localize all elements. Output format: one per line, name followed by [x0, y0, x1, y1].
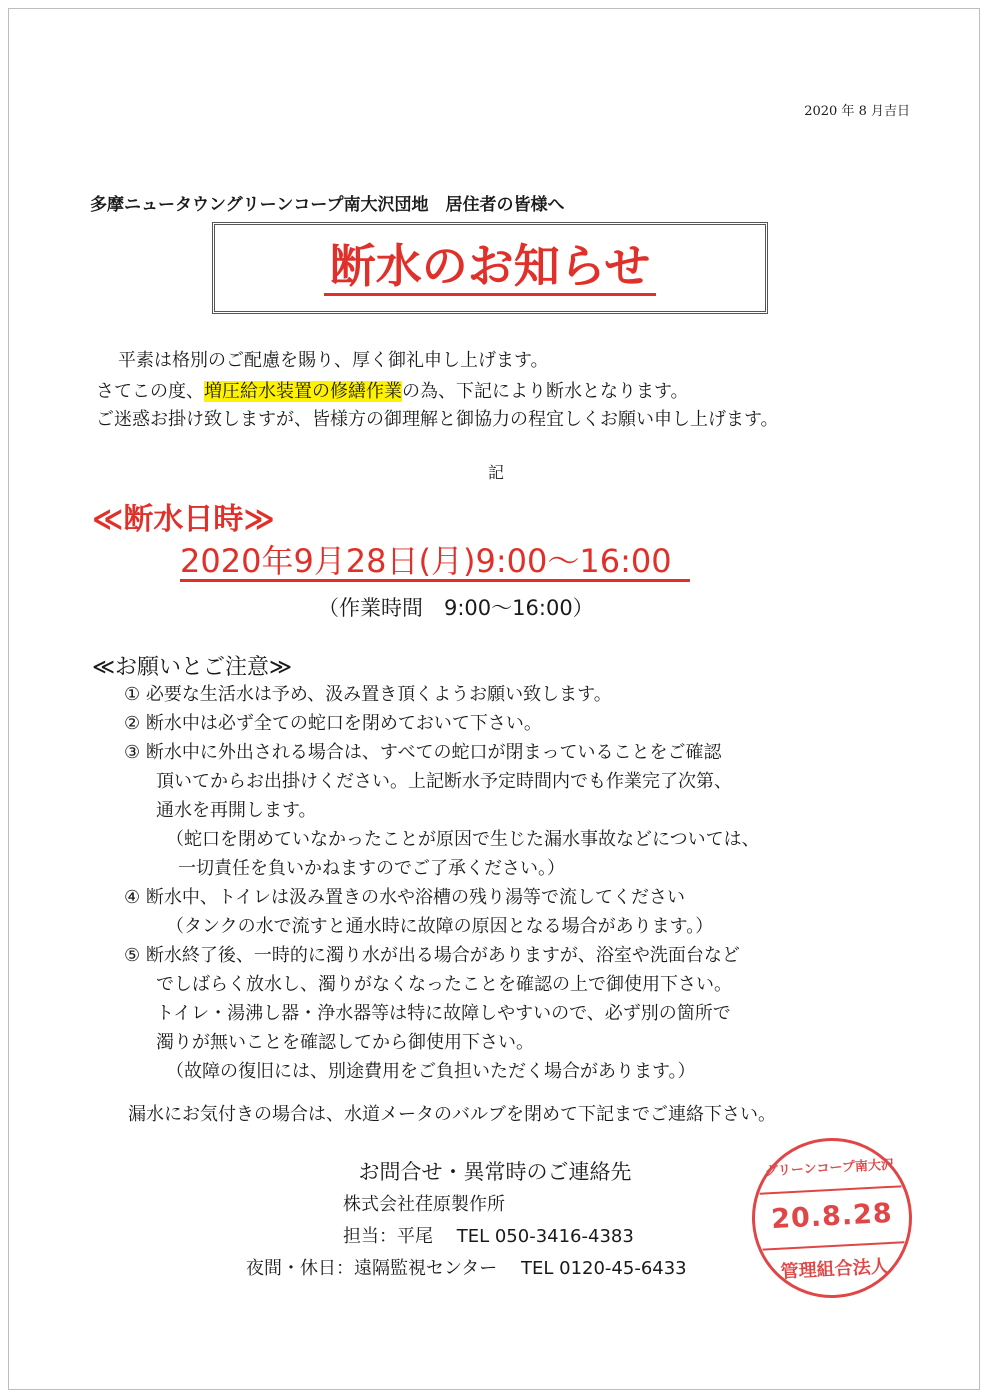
intro-line-2-suffix: の為、下記により断水となります。: [402, 381, 689, 402]
leak-notice: 漏水にお気付きの場合は、水道メータのバルブを閉めて下記までご連絡下さい。: [128, 1104, 776, 1125]
stamp-org: グリーンコープ南大沢: [764, 1157, 895, 1180]
intro-line-3: ご迷惑お掛け致しますが、皆様方の御理解と御協力の程宜しくお願い申し上げます。: [96, 409, 779, 430]
note-item-4-line-1: ④ 断水中、トイレは汲み置きの水や浴槽の残り湯等で流してください: [124, 887, 685, 908]
highlighted-work: 増圧給水装置の修繕作業: [204, 381, 402, 402]
page-title: 断水のお知らせ: [324, 240, 657, 296]
note-item-5-line-1: ⑤ 断水終了後、一時的に濁り水が出る場合がありますが、浴室や洗面台など: [124, 945, 740, 966]
recipient-line: 多摩ニュータウングリーンコープ南大沢団地 居住者の皆様へ: [90, 195, 565, 215]
note-item-4-paren-1: （タンクの水で流すと通水時に故障の原因となる場合があります。）: [166, 916, 714, 937]
intro-line-2-prefix: さてこの度、: [96, 381, 204, 402]
notes-heading: ≪お願いとご注意≫: [92, 655, 293, 680]
intro-line-1: 平素は格別のご配慮を賜り、厚く御礼申し上げます。: [118, 350, 549, 371]
outage-datetime: 2020年9月28日(月)9:00～16:00: [180, 544, 690, 582]
intro-line-2: [96, 377, 689, 403]
approval-stamp: [748, 1134, 916, 1302]
note-item-3-line-3: 通水を再開します。: [156, 800, 317, 821]
issue-date: 2020 年 8 月吉日: [804, 104, 910, 119]
note-item-3-line-1: ③ 断水中に外出される場合は、すべての蛇口が閉まっていることをご確認: [124, 742, 722, 763]
note-item-5-line-3: トイレ・湯沸し器・浄水器等は特に故障しやすいので、必ず別の箇所で: [156, 1003, 731, 1024]
note-item-5-line-4: 濁りが無いことを確認してから御使用下さい。: [156, 1032, 534, 1053]
contact-company: 株式会社荏原製作所: [343, 1194, 505, 1215]
stamp-divider-top: [760, 1185, 902, 1194]
contact-night: 夜間・休日：遠隔監視センター TEL 0120-45-6433: [246, 1258, 687, 1279]
note-item-3-paren-2: 一切責任を負いかねますのでご了承ください。）: [178, 858, 565, 879]
title-box: [212, 222, 768, 314]
note-item-5-paren-1: （故障の復旧には、別途費用をご負担いただく場合があります。）: [166, 1061, 696, 1082]
contact-person: 担当：平尾 TEL 050-3416-4383: [343, 1226, 634, 1247]
note-item-5-line-2: でしばらく放水し、濁りがなくなったことを確認の上で御使用下さい。: [156, 974, 732, 995]
note-item-1: ① 必要な生活水は予め、汲み置き頂くようお願い致します。: [124, 684, 612, 705]
stamp-divider-bottom: [763, 1241, 905, 1250]
stamp-date: 20.8.28: [770, 1197, 894, 1236]
contact-heading: お問合せ・異常時のご連絡先: [358, 1160, 632, 1184]
schedule-heading: ≪断水日時≫: [92, 502, 275, 537]
note-item-2: ② 断水中は必ず全ての蛇口を閉めておいて下さい。: [124, 713, 542, 734]
note-item-3-line-2: 頂いてからお出掛けください。上記断水予定時間内でも作業完了次第、: [156, 771, 732, 792]
ki-mark: 記: [488, 463, 505, 482]
note-item-3-paren-1: （蛇口を閉めていなかったことが原因で生じた漏水事故などについては、: [166, 829, 760, 850]
work-time: （作業時間 9:00～16:00）: [318, 596, 594, 620]
stamp-role: 管理組合法人: [780, 1256, 890, 1283]
